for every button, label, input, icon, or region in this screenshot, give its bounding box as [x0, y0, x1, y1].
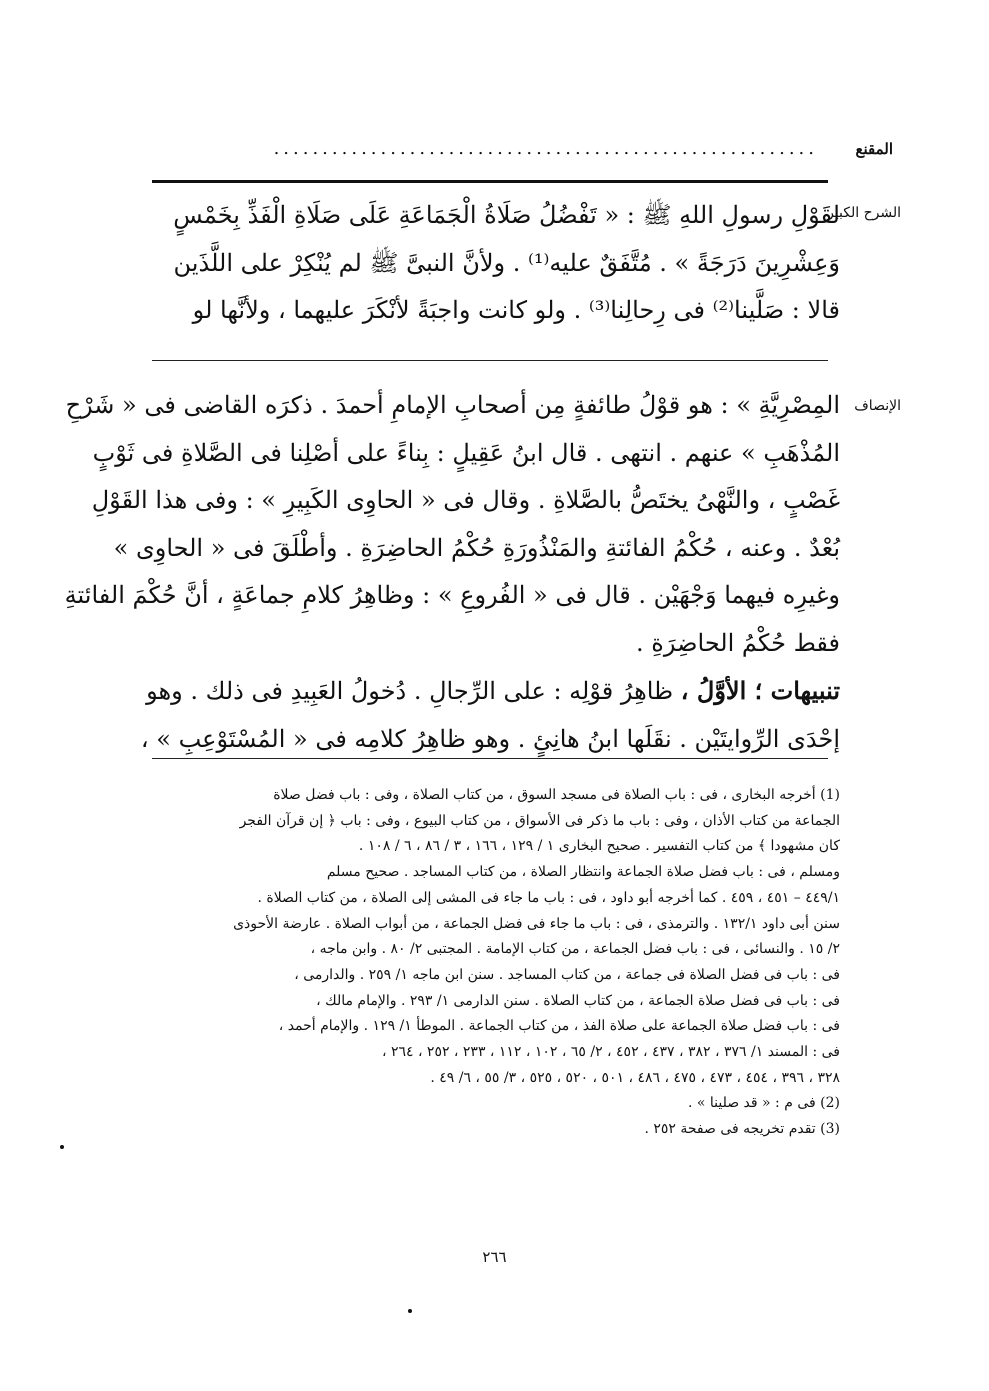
- sharh-line: وَعِشْرِينَ دَرَجَةً » . مُتَّفَقٌ عليه⁽¹⁾ . ولأنَّ النبىَّ ﷺ لم يُنْكِرْ على اللَّذَين: [173, 248, 840, 277]
- scan-speck: [408, 1309, 412, 1313]
- insaf-line: غَصْبٍ ، والنَّهْىُ يختَصُّ بالصَّلاةِ . وقال فى « الحاوِى الكَبِيرِ » : وفى هذا القَوْلِ: [91, 486, 840, 514]
- header-dotted-leader: ........................................................: [273, 138, 818, 159]
- tanbih-text: ظاهِرُ قوْلِه : على الرِّجالِ . دُخولُ العَبِيدِ فى ذلك . وهو: [146, 677, 681, 705]
- insaf-line: بُعْدٌ . وعنه ، حُكْمُ الفائتةِ والمَنْذُورَةِ حُكْمُ الحاضِرَةِ . وأطْلَقَ فى « الحاوِى »: [113, 533, 840, 562]
- footnote-line: فى : المسند ١/ ٣٧٦ ، ٣٨٢ ، ٤٣٧ ، ٤٥٢ ، ٢/ ٦٥ ، ١٠٢ ، ١١٢ ، ٢٣٣ ، ٢٥٢ ، ٢٦٤ ،: [381, 1044, 840, 1061]
- insaf-line: المُذْهَبِ » عنهم . انتهى . قال ابنُ عَقِيلٍ : بِناءً على أصْلِنا فى الصَّلاةِ فى ثَوْبٍ: [92, 438, 840, 467]
- footnote-line: (3) تقدم تخريجه فى صفحة ٢٥٢ .: [644, 1121, 840, 1138]
- footnote-line: (2) فى م : « قد صلينا » .: [687, 1095, 840, 1112]
- footnote-line: فى : باب فضل صلاة الجماعة على صلاة الفذ ، من كتاب الجماعة . الموطأ ١/ ١٢٩ . والإمام أحمد ،: [278, 1018, 840, 1035]
- sharh-line: قالا : صَلَّينا⁽²⁾ فى رِحالِنا⁽³⁾ . ولو كانت واجبَةً لأنْكَرَ عليهما ، ولأنَّها لو: [192, 296, 840, 324]
- footnote-line: ومسلم ، فى : باب فضل صلاة الجماعة وانتظار الصلاة ، من كتاب المساجد . صحيح مسلم: [326, 864, 840, 881]
- tanbih-line: إحْدَى الرِّوايتَيْن . نقَلَها ابنُ هانِئٍ . وهو ظاهِرُ كلامِه فى « المُسْتَوْعِبِ » ،: [140, 724, 840, 753]
- insaf-line: وغيرِه فيهما وَجْهَيْن . قال فى « الفُروعِ » : وظاهِرُ كلامِ جماعَةٍ ، أنَّ حُكْمَ الفائتةِ: [64, 581, 840, 609]
- footnote-line: ٢/ ١٥ . والنسائى ، فى : باب فضل الجماعة ، من كتاب الإمامة . المجتبى ٢/ ٨٠ . وابن ماجه ،: [310, 941, 840, 958]
- footnote-line: كان مشهودا ﴾ من كتاب التفسير . صحيح البخارى ١ / ١٢٩ ، ١٦٦ ، ٣ / ٨٦ ، ٦ / ١٠٨ .: [358, 838, 840, 855]
- footnote-divider: [152, 758, 828, 759]
- page-number: ٢٦٦: [482, 1248, 507, 1266]
- footnote-line: (1) أخرجه البخارى ، فى : باب الصلاة فى مسجد السوق ، من كتاب الصلاة ، وفى : باب فضل صلاة: [273, 787, 840, 803]
- footnote-line: ٤٤٩/١ – ٤٥١ ، ٤٥٩ . كما أخرجه أبو داود ، فى : باب ما جاء فى المشى إلى الصلاة ، من كتاب الصلاة .: [257, 889, 840, 906]
- header-book-label: المقنع: [855, 140, 893, 158]
- insaf-line: فقط حُكْمُ الحاضِرَةِ .: [636, 628, 840, 657]
- insaf-line: المِصْرِيَّةِ » : هو قوْلُ طائفةٍ مِن أصحابِ الإمامِ أحمدَ . ذكرَه القاضى فى « شَرْحِ: [65, 391, 840, 419]
- footnotes-block: [150, 783, 840, 1143]
- scan-speck: [60, 1145, 64, 1149]
- header-rule: [152, 180, 828, 183]
- footnote-line: ٣٢٨ ، ٣٩٦ ، ٤٥٤ ، ٤٧٣ ، ٤٧٥ ، ٤٨٦ ، ٥٠١ ، ٥٢٠ ، ٥٢٥ ، ٣/ ٥٥ ، ٦/ ٤٩ .: [430, 1069, 840, 1086]
- section-divider: [152, 360, 828, 361]
- sharh-text-block: [150, 192, 840, 335]
- tanbih-line: [146, 667, 840, 716]
- footnote-line: فى : باب فى فضل الصلاة فى جماعة ، من كتاب المساجد . سنن ابن ماجه ١/ ٢٥٩ . والدارمى ،: [294, 966, 840, 983]
- sharh-section-label: الشرح الكبير: [827, 205, 901, 221]
- footnote-line: فى : باب فى فضل صلاة الجماعة ، من كتاب الصلاة . سنن الدارمى ١/ ٢٩٣ . والإمام مالك ،: [316, 992, 840, 1009]
- footnote-line: الجماعة من كتاب الأذان ، وفى : باب ما ذكر فى الأسواق ، من كتاب البيوع ، وفى : باب ﴿ إن قرآن الفجر: [239, 812, 840, 829]
- insaf-section-label: الإنصاف: [854, 398, 901, 414]
- insaf-text-block: [64, 382, 840, 763]
- footnote-line: سنن أبى داود ١٣٢/١ . والترمذى ، فى : باب ما جاء فى فضل الجماعة ، من أبواب الصلاة . عارضة الأحوذى: [233, 915, 840, 932]
- tanbih-heading: تنبيهات ؛ الأوَّلُ ،: [680, 676, 840, 705]
- sharh-line: لقَوْلِ رسولِ اللهِ ﷺ : « تَفْضُلُ صَلَاةُ الْجَمَاعَةِ عَلَى صَلَاةِ الْفَذِّ بِخَمْسٍ: [173, 201, 840, 229]
